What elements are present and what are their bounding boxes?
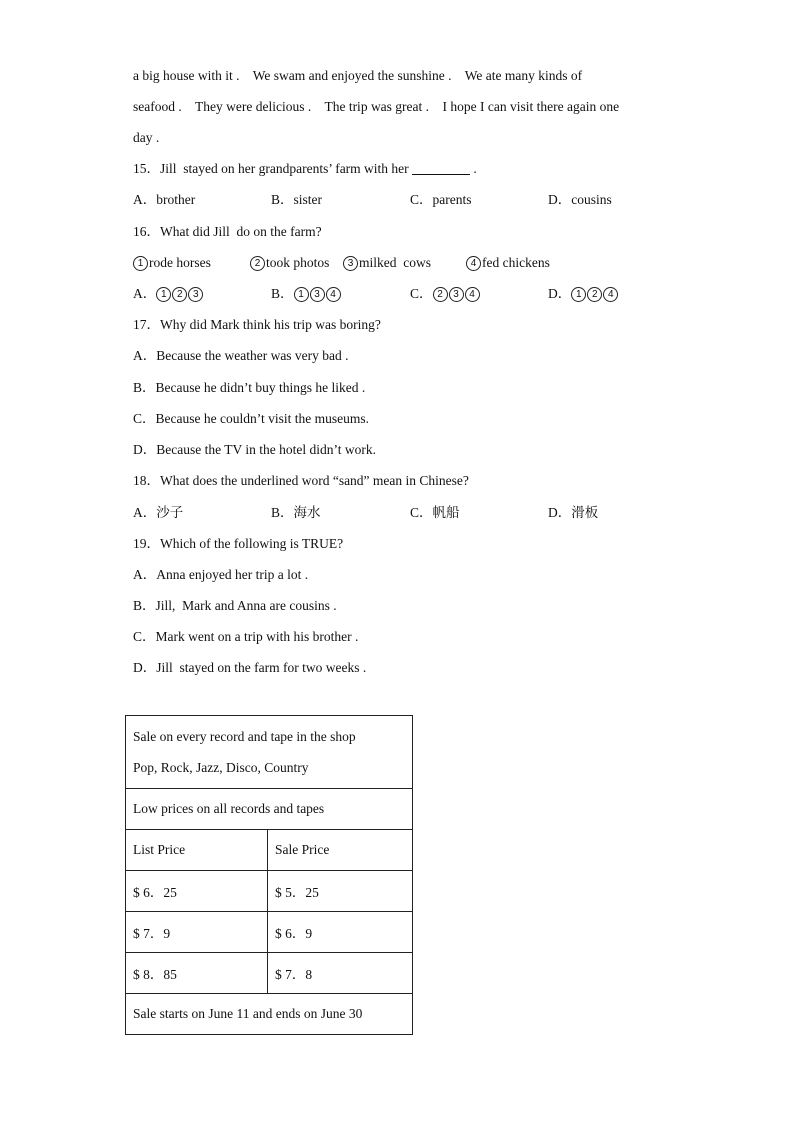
option-a[interactable]: A．brother — [133, 192, 196, 207]
option-d[interactable]: D．cousins — [548, 192, 612, 207]
option-d[interactable]: D．Because the TV in the hotel didn’t work. — [133, 442, 376, 457]
option-a[interactable]: A．Anna enjoyed her trip a lot . — [133, 567, 309, 582]
circled-3-icon: 3 — [343, 256, 358, 271]
column-header-sale-price: Sale Price — [268, 830, 413, 871]
choice-3: 3 milked cows — [343, 254, 431, 272]
option-b[interactable]: B．海水 — [271, 505, 321, 520]
option-d[interactable]: D． 1 2 4 — [548, 285, 619, 303]
question-stem: 17．Why did Mark think his trip was boring? — [133, 317, 381, 332]
passage-line: seafood . They were delicious . The trip was great . I hope I can visit there again one — [133, 99, 620, 114]
option-b[interactable]: B．Because he didn’t buy things he liked . — [133, 380, 366, 395]
option-c[interactable]: C．帆船 — [410, 505, 460, 520]
question-stem: 19．Which of the following is TRUE? — [133, 536, 344, 551]
option-b[interactable]: B．Jill, Mark and Anna are cousins . — [133, 598, 337, 613]
ad-subtitle: Low prices on all records and tapes — [126, 789, 413, 830]
table-row — [126, 953, 413, 994]
ad-footer: Sale starts on June 11 and ends on June 30 — [126, 994, 413, 1035]
ad-genres: Pop, Rock, Jazz, Disco, Country — [133, 760, 309, 775]
table-row — [126, 871, 413, 912]
question-stem: 15．Jill stayed on her grandparents’ farm with her — [133, 161, 409, 176]
ad-title: Sale on every record and tape in the shop — [133, 729, 356, 744]
passage-line: a big house with it . We swam and enjoyed the sunshine . We ate many kinds of — [133, 68, 583, 83]
list-price-cell: $ 6．25 — [126, 871, 268, 912]
choice-1: 1 rode horses — [133, 254, 211, 272]
circled-2-icon: 2 — [250, 256, 265, 271]
option-a[interactable]: A． 1 2 3 — [133, 285, 204, 303]
option-c[interactable]: C．parents — [410, 192, 472, 207]
answer-blank[interactable] — [412, 162, 470, 175]
sale-ad-table — [125, 715, 413, 1035]
option-c[interactable]: C．Because he couldn’t visit the museums. — [133, 411, 369, 426]
choice-4: 4 fed chickens — [466, 254, 550, 272]
sale-price-cell: $ 5．25 — [268, 871, 413, 912]
question-stem: 16．What did Jill do on the farm? — [133, 224, 322, 239]
question-15: 15．Jill stayed on her grandparents’ farm with her . — [133, 161, 477, 176]
table-row — [126, 912, 413, 953]
ad-header — [126, 716, 413, 789]
option-a[interactable]: A．沙子 — [133, 505, 184, 520]
option-b[interactable]: B． 1 3 4 — [271, 285, 342, 303]
sale-price-cell: $ 6．9 — [268, 912, 413, 953]
list-price-cell: $ 8．85 — [126, 953, 268, 994]
option-c[interactable]: C．Mark went on a trip with his brother . — [133, 629, 359, 644]
column-header-list-price: List Price — [126, 830, 268, 871]
question-stem: 18．What does the underlined word “sand” mean in Chinese? — [133, 473, 469, 488]
option-a[interactable]: A．Because the weather was very bad . — [133, 348, 349, 363]
passage-line: day . — [133, 130, 160, 145]
circled-1-icon: 1 — [133, 256, 148, 271]
circled-4-icon: 4 — [466, 256, 481, 271]
option-c[interactable]: C． 2 3 4 — [410, 285, 481, 303]
option-d[interactable]: D．滑板 — [548, 505, 599, 520]
option-d[interactable]: D．Jill stayed on the farm for two weeks . — [133, 660, 367, 675]
list-price-cell: $ 7．9 — [126, 912, 268, 953]
option-b[interactable]: B．sister — [271, 192, 323, 207]
sale-price-cell: $ 7．8 — [268, 953, 413, 994]
choice-2: 2 took photos — [250, 254, 329, 272]
